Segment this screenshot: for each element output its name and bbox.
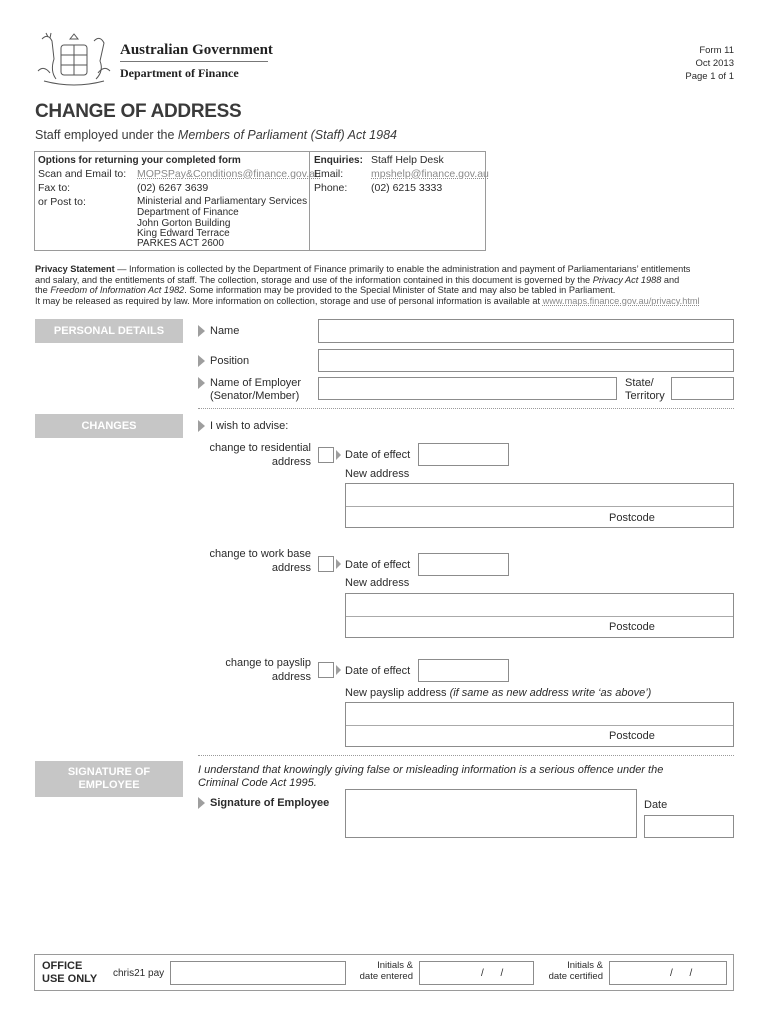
office-use-line1: OFFICE xyxy=(42,960,83,972)
name-input[interactable] xyxy=(318,319,734,343)
changes-intro: I wish to advise: xyxy=(210,420,289,432)
state-label-sub: Territory xyxy=(625,390,665,402)
position-label: Position xyxy=(210,355,250,367)
workbase-date-label: Date of effect xyxy=(345,559,411,571)
post-address-line: Ministerial and Parliamentary Services xyxy=(137,196,308,207)
post-address-line: John Gorton Building xyxy=(137,218,231,229)
signature-input[interactable] xyxy=(345,789,637,838)
options-divider xyxy=(309,152,310,250)
privacy-text: It may be released as required by law. More information on collection, storage and use of personal information is available at xyxy=(35,295,543,306)
privacy-url-link[interactable]: www.maps.finance.gov.au/privacy.html xyxy=(542,295,700,306)
changes-divider xyxy=(198,755,734,756)
residential-postcode-label: Postcode xyxy=(609,512,655,524)
signature-label: Signature of Employee xyxy=(210,797,330,809)
fax-number: (02) 6267 3639 xyxy=(137,182,209,194)
residential-date-input[interactable] xyxy=(418,443,509,466)
section-personal-details: PERSONAL DETAILS xyxy=(35,319,183,343)
post-address-line: PARKES ACT 2600 xyxy=(137,238,224,249)
initials-entered-label: Initials & xyxy=(377,960,413,971)
entered-input[interactable] xyxy=(419,961,534,985)
subtitle-act: Members of Parliament (Staff) Act 1984 xyxy=(177,128,397,142)
page-subtitle xyxy=(35,128,397,142)
payslip-date-input[interactable] xyxy=(418,659,509,682)
workbase-checkbox[interactable] xyxy=(318,556,334,572)
privacy-text: — Information is collected by the Department of Finance primarily to enable the administration and payment of Parliamentarians’ entitlements xyxy=(114,264,691,274)
form-date: Oct 2013 xyxy=(695,58,734,69)
enquiries-label: Enquiries: xyxy=(314,155,363,166)
section-signature-line1: SIGNATURE OF xyxy=(67,766,151,778)
subtitle-prefix: Staff employed under the xyxy=(35,128,178,142)
enquiries-phone-value: (02) 6215 3333 xyxy=(371,182,443,194)
changes-arrow-icon xyxy=(198,420,205,432)
chris21-input[interactable] xyxy=(170,961,346,985)
office-use-line2: USE ONLY xyxy=(42,973,98,985)
criminal-code-act: Criminal Code Act 1995 xyxy=(198,777,314,789)
section-signature-line2: EMPLOYEE xyxy=(78,779,140,791)
coat-of-arms-logo xyxy=(34,31,114,89)
payslip-new-address-label xyxy=(345,687,651,700)
workbase-new-address-label: New address xyxy=(345,577,410,589)
employer-label-sub: (Senator/Member) xyxy=(210,390,300,402)
header-divider xyxy=(120,61,268,62)
workbase-postcode-label: Postcode xyxy=(609,621,655,633)
section-changes: CHANGES xyxy=(35,414,183,438)
enquiries-phone-label: Phone: xyxy=(314,182,348,194)
residential-address-divider xyxy=(346,506,733,507)
payslip-date-label: Date of effect xyxy=(345,665,411,677)
state-label: State/ xyxy=(625,377,654,389)
payslip-label: change to payslip xyxy=(225,657,311,669)
initials-certified-label: Initials & xyxy=(567,960,603,971)
privacy-label: Privacy Statement xyxy=(35,264,115,274)
workbase-label-sub: address xyxy=(271,562,311,574)
employer-arrow-icon xyxy=(198,377,205,389)
certified-input[interactable] xyxy=(609,961,727,985)
residential-arrow-icon xyxy=(336,450,341,460)
fax-label: Fax to: xyxy=(38,182,71,194)
declaration-text: I understand that knowingly giving false or misleading information is a serious offence under the xyxy=(198,764,664,776)
privacy-text: and xyxy=(661,274,680,285)
residential-label-sub: address xyxy=(271,456,311,468)
privacy-text: . Some information may be provided to the Special Minister of State and may also be tabled in Parliament. xyxy=(184,285,616,296)
payslip-postcode-label: Postcode xyxy=(609,730,655,742)
employer-label: Name of Employer xyxy=(210,377,302,389)
workbase-arrow-icon xyxy=(336,559,341,569)
position-input[interactable] xyxy=(318,349,734,372)
post-address-line: King Edward Terrace xyxy=(137,228,230,239)
payslip-new-address-prefix: New payslip address xyxy=(345,687,450,699)
workbase-address-divider xyxy=(346,616,733,617)
entered-date-slashes: / / xyxy=(481,968,504,979)
page-number: Page 1 of 1 xyxy=(685,71,734,82)
declaration-text-2 xyxy=(198,777,317,790)
department-name: Department of Finance xyxy=(120,66,239,80)
payslip-address-divider xyxy=(346,725,733,726)
residential-new-address-label: New address xyxy=(345,468,410,480)
residential-checkbox[interactable] xyxy=(318,447,334,463)
payslip-checkbox[interactable] xyxy=(318,662,334,678)
enquiries-email-link[interactable]: mpshelp@finance.gov.au xyxy=(371,168,489,180)
name-arrow-icon xyxy=(198,325,205,337)
section-signature xyxy=(35,761,183,797)
payslip-arrow-icon xyxy=(336,665,341,675)
enquiries-email-label: Email: xyxy=(314,168,344,180)
state-input[interactable] xyxy=(671,377,734,400)
employer-input[interactable] xyxy=(318,377,617,400)
chris21-label: chris21 pay xyxy=(113,968,165,979)
name-label: Name xyxy=(210,325,240,337)
position-arrow-icon xyxy=(198,355,205,367)
office-use-label xyxy=(42,960,97,986)
form-number: Form 11 xyxy=(699,45,734,56)
workbase-date-input[interactable] xyxy=(418,553,509,576)
personal-details-divider xyxy=(198,408,734,409)
payslip-new-address-note: (if same as new address write ‘as above’) xyxy=(449,687,652,699)
enquiries-value: Staff Help Desk xyxy=(371,154,444,166)
scan-label: Scan and Email to: xyxy=(38,168,127,180)
workbase-label: change to work base xyxy=(209,548,311,560)
scan-email-link[interactable]: MOPSPay&Conditions@finance.gov.au xyxy=(137,168,321,180)
options-heading: Options for returning your completed form xyxy=(38,155,241,166)
signature-arrow-icon xyxy=(198,797,205,809)
post-address-line: Department of Finance xyxy=(137,207,239,218)
government-name: Australian Government xyxy=(120,42,273,58)
privacy-statement xyxy=(35,264,740,306)
signature-date-label: Date xyxy=(644,799,668,811)
certified-date-slashes: / / xyxy=(670,968,693,979)
signature-date-input[interactable] xyxy=(644,815,734,838)
privacy-text: the xyxy=(35,285,51,296)
date-certified-label: date certified xyxy=(548,971,603,982)
page-title: CHANGE OF ADDRESS xyxy=(35,101,242,122)
post-label: or Post to: xyxy=(38,196,86,208)
declaration-period: . xyxy=(313,777,317,789)
privacy-act-name: Privacy Act 1988 xyxy=(592,274,662,285)
foi-act-name: Freedom of Information Act 1982 xyxy=(50,285,185,296)
date-entered-label: date entered xyxy=(359,971,413,982)
privacy-text: and salary, and the entitlements of staff. The collection, storage and use of the information contained in this document is governed by the xyxy=(35,274,593,285)
residential-label: change to residential xyxy=(209,442,311,454)
payslip-label-sub: address xyxy=(271,671,311,683)
residential-date-label: Date of effect xyxy=(345,449,411,461)
